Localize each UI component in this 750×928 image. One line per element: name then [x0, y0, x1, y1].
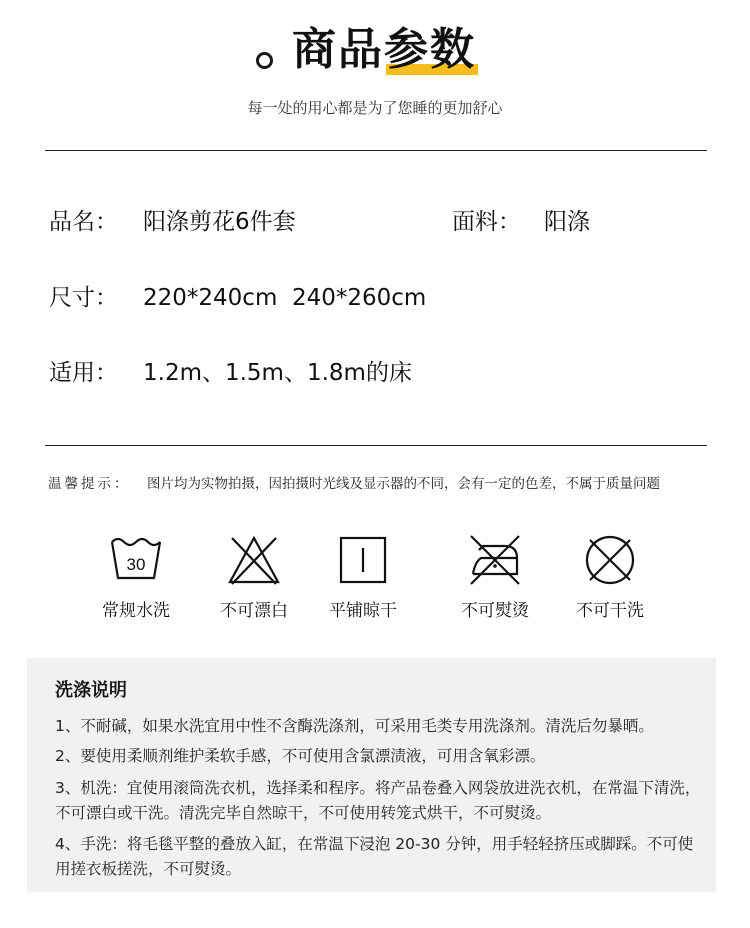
- washing-item-4: 4、手洗：将毛毯平整的叠放入缸，在常温下浸泡 20-30 分钟，用手轻轻挤压或脚踩。不可使用搓衣板搓洗，不可熨烫。: [55, 835, 694, 878]
- care-item-no-dry-clean: [555, 532, 665, 621]
- dry-flat-icon: [335, 532, 391, 588]
- spec-fabric-label: 面料：: [452, 209, 521, 235]
- divider-bottom: [45, 445, 707, 446]
- tip-label: 温馨提示：: [48, 476, 131, 492]
- washing-item-2: 2、要使用柔顺剂维护柔软手感，不可使用含氯漂渍液，可用含氧彩漂。: [55, 747, 546, 765]
- care-label-no-iron: 不可熨烫: [461, 601, 529, 621]
- page-title: 商品参数: [292, 24, 476, 75]
- spec-usage-value: 1.2m、1.5m、1.8m的床: [143, 360, 412, 386]
- care-item-dry-flat: [308, 532, 418, 621]
- title-bullet: [256, 52, 273, 69]
- spec-fabric-value: 阳涤: [544, 209, 590, 235]
- spec-name-label: 品名：: [49, 209, 118, 235]
- no-dry-clean-icon: [582, 532, 638, 588]
- care-label-wash: 常规水洗: [102, 601, 170, 621]
- care-label-no-dry-clean: 不可干洗: [576, 601, 644, 621]
- warm-tip: [48, 472, 660, 492]
- care-label-dry-flat: 平铺晾干: [329, 601, 397, 621]
- divider-top: [45, 150, 707, 151]
- spec-usage-label: 适用：: [49, 360, 118, 386]
- care-item-wash: [81, 532, 191, 621]
- care-item-no-iron: [440, 532, 550, 621]
- page-subtitle: 每一处的用心都是为了您睡的更加舒心: [247, 99, 503, 117]
- tip-text: 图片均为实物拍摄，因拍摄时光线及显示器的不同，会有一定的色差，不属于质量问题: [147, 476, 660, 492]
- washing-item-3: 3、机洗：宜使用滚筒洗衣机，选择柔和程序。将产品卷叠入网袋放进洗衣机，在常温下清洗，不可漂白或干洗。清洗完毕自然晾干，不可使用转笼式烘干，不可熨烫。: [55, 779, 701, 822]
- spec-size-label: 尺寸：: [49, 285, 118, 311]
- no-iron-icon: [467, 532, 523, 588]
- wash-30-icon: [108, 532, 164, 588]
- washing-item-1: 1、不耐碱，如果水洗宜用中性不含酶洗涤剂，可采用毛类专用洗涤剂。清洗后勿暴晒。: [55, 717, 654, 735]
- washing-title: 洗涤说明: [55, 680, 127, 701]
- spec-name-value: 阳涤剪花6件套: [143, 209, 296, 235]
- care-item-no-bleach: [199, 532, 309, 621]
- washing-instructions: [27, 658, 716, 892]
- wash-temp: 30: [126, 555, 146, 574]
- no-bleach-icon: [226, 532, 282, 588]
- spec-size-value: 220*240cm 240*260cm: [143, 285, 427, 311]
- care-label-no-bleach: 不可漂白: [220, 601, 288, 621]
